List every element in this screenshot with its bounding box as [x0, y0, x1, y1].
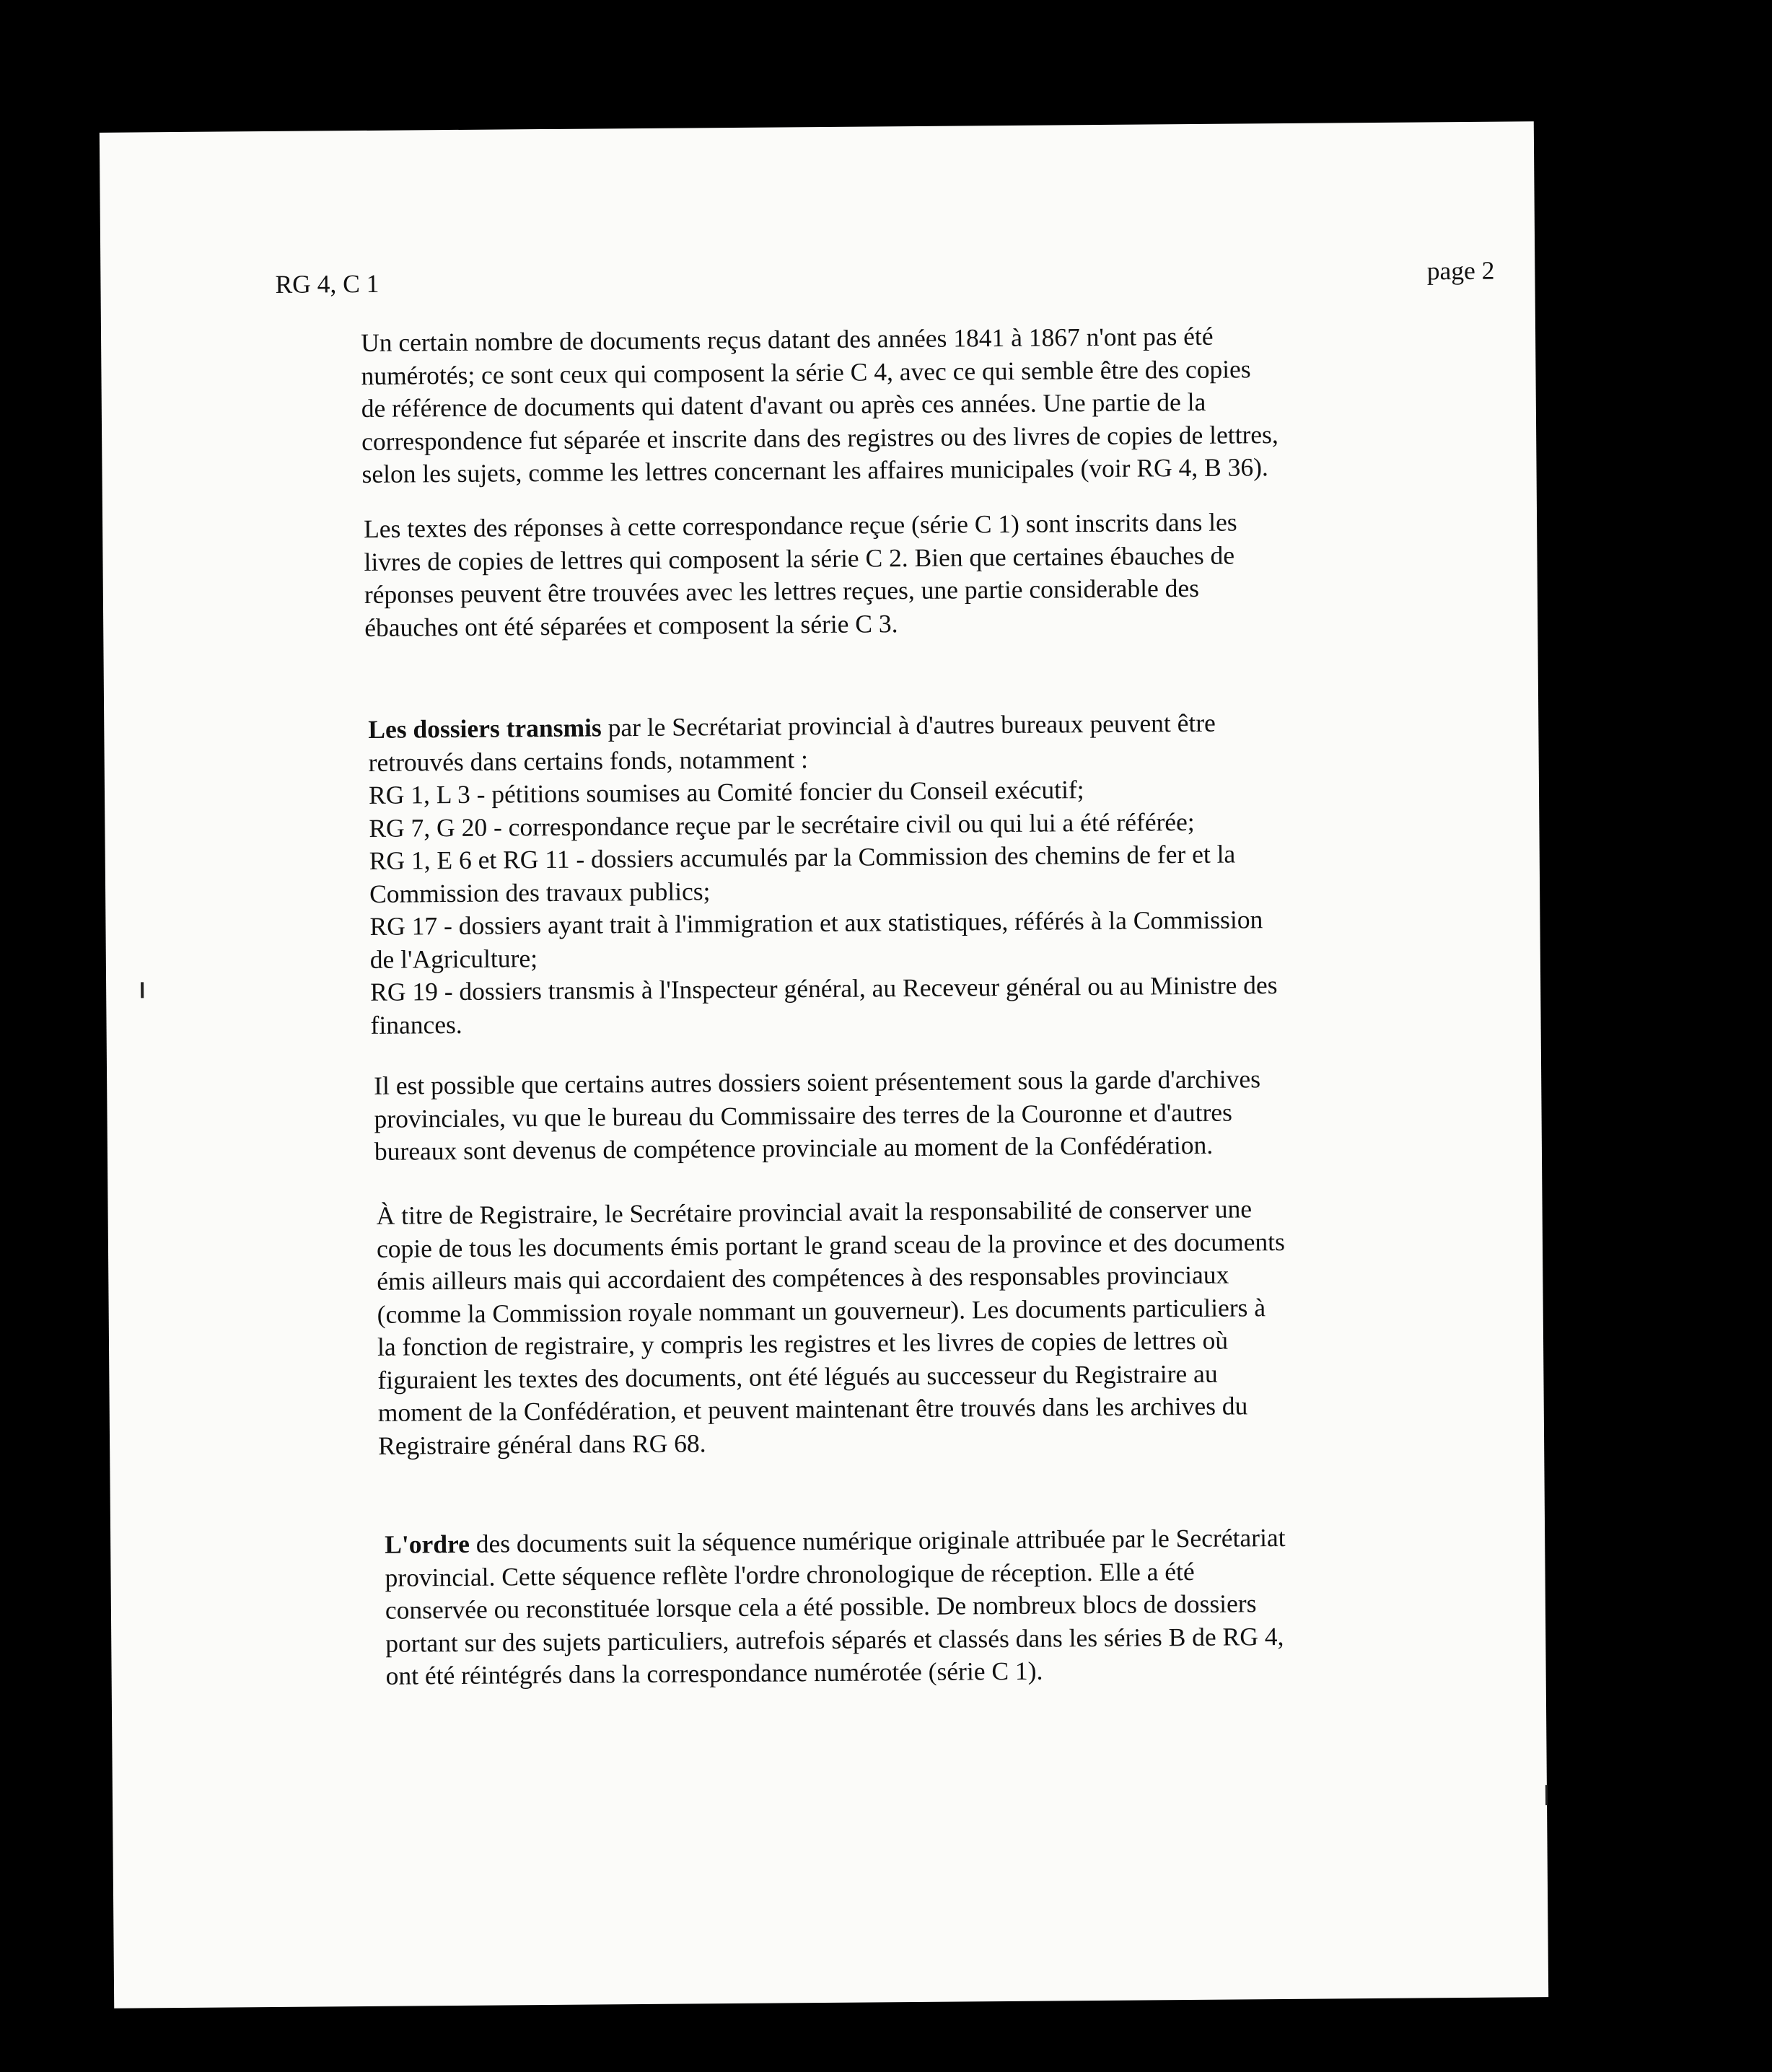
paragraph-replies — [364, 505, 1389, 644]
paragraph-line: de référence de documents qui datent d'avant ou après ces années. Une partie de la — [361, 387, 1206, 423]
scan-mark — [1545, 1785, 1548, 1805]
paragraph-line: copie de tous les documents émis portant le grand sceau de la province et des documents — [376, 1226, 1285, 1263]
page-number: page 2 — [1426, 255, 1495, 286]
paragraph-line: À titre de Registraire, le Secrétaire provincial avait la responsabilité de conserver une — [376, 1194, 1253, 1230]
list-item: RG 17 - dossiers ayant trait à l'immigration et aux statistiques, référés à la Commission — [369, 905, 1263, 941]
paragraph-line: correspondence fut séparée et inscrite dans des registres ou des livres de copies de lettres, — [361, 419, 1278, 456]
lead-line-rest: des documents suit la séquence numérique originale attribuée par le Secrétariat — [469, 1522, 1286, 1558]
paragraph-line: (comme la Commission royale nommant un gouverneur). Les documents particuliers à — [377, 1292, 1266, 1329]
paragraph-line: Un certain nombre de documents reçus datant des années 1841 à 1867 n'ont pas été — [360, 321, 1214, 358]
paragraph-line: numérotés; ce sont ceux qui composent la série C 4, avec ce qui semble être des copies — [361, 354, 1251, 390]
paragraph-line: livres de copies de lettres qui composent la série C 2. Bien que certaines ébauches de — [364, 540, 1235, 576]
bold-lead-term: Les dossiers transmis — [368, 713, 602, 744]
scan-mark — [141, 982, 144, 998]
paragraph-line: figuraient les textes des documents, ont été légués au successeur du Registraire au — [377, 1358, 1218, 1395]
list-item: de l'Agriculture; — [369, 943, 538, 974]
list-item: RG 19 - dossiers transmis à l'Inspecteur général, au Receveur général ou au Ministre des — [370, 970, 1278, 1006]
paragraph-unnumbered-documents — [361, 319, 1387, 491]
paragraph-line: conservée ou reconstituée lorsque cela a été possible. De nombreux blocs de dossiers — [385, 1589, 1257, 1625]
paragraph-line: provinciales, vu que le bureau du Commissaire des terres de la Couronne et d'autres — [374, 1097, 1233, 1133]
document-reference: RG 4, C 1 — [275, 268, 380, 299]
paragraph-line: provincial. Cette séquence reflète l'ordre chronologique de réception. Elle a été — [385, 1556, 1195, 1592]
paragraph-line: moment de la Confédération, et peuvent maintenant être trouvés dans les archives du — [377, 1391, 1248, 1427]
paragraph-transmitted-files — [368, 706, 1395, 1042]
list-item: RG 1, L 3 - pétitions soumises au Comité foncier du Conseil exécutif; — [368, 775, 1084, 809]
page-header — [275, 255, 1495, 304]
paragraph-line: retrouvés dans certains fonds, notamment : — [368, 744, 809, 777]
paragraph-line: bureaux sont devenus de compétence provinciale au moment de la Confédération. — [374, 1130, 1214, 1166]
paragraph-line: Les textes des réponses à cette correspondance reçue (série C 1) sont inscrits dans les — [363, 507, 1237, 543]
paragraph-provincial-archives — [374, 1062, 1399, 1169]
paragraph-line: selon les sujets, comme les lettres concernant les affaires municipales (voir RG 4, B 36). — [361, 452, 1268, 489]
list-item: RG 7, G 20 - correspondance reçue par le secrétaire civil ou qui lui a été référée; — [369, 807, 1195, 843]
document-page — [100, 121, 1548, 2009]
paragraph-line: portant sur des sujets particuliers, autrefois séparés et classés dans les séries B de RG 4, — [385, 1621, 1284, 1658]
lead-line-rest: par le Secrétariat provincial à d'autres bureaux peuvent être — [601, 708, 1216, 742]
paragraph-line: la fonction de registraire, y compris les registres et les livres de copies de lettres où — [377, 1325, 1229, 1361]
bold-lead-term: L'ordre — [385, 1529, 470, 1559]
paragraph-line: Registraire général dans RG 68. — [377, 1428, 706, 1460]
paragraph-line: ébauches ont été séparées et composent la série C 3. — [364, 608, 898, 642]
paragraph-registrar — [376, 1192, 1403, 1462]
list-item: Commission des travaux publics; — [369, 876, 711, 908]
list-item: RG 1, E 6 et RG 11 - dossiers accumulés par la Commission des chemins de fer et la — [369, 839, 1236, 875]
paragraph-line: Il est possible que certains autres dossiers soient présentement sous la garde d'archives — [374, 1064, 1261, 1100]
paragraph-line: ont été réintégrés dans la correspondance numérotée (série C 1). — [385, 1656, 1043, 1690]
paragraph-line: émis ailleurs mais qui accordaient des compétences à des responsables provinciaux — [377, 1260, 1229, 1296]
list-item: finances. — [370, 1009, 462, 1040]
paragraph-line: réponses peuvent être trouvées avec les lettres reçues, une partie considerable des — [364, 573, 1200, 609]
paragraph-order — [385, 1521, 1411, 1693]
